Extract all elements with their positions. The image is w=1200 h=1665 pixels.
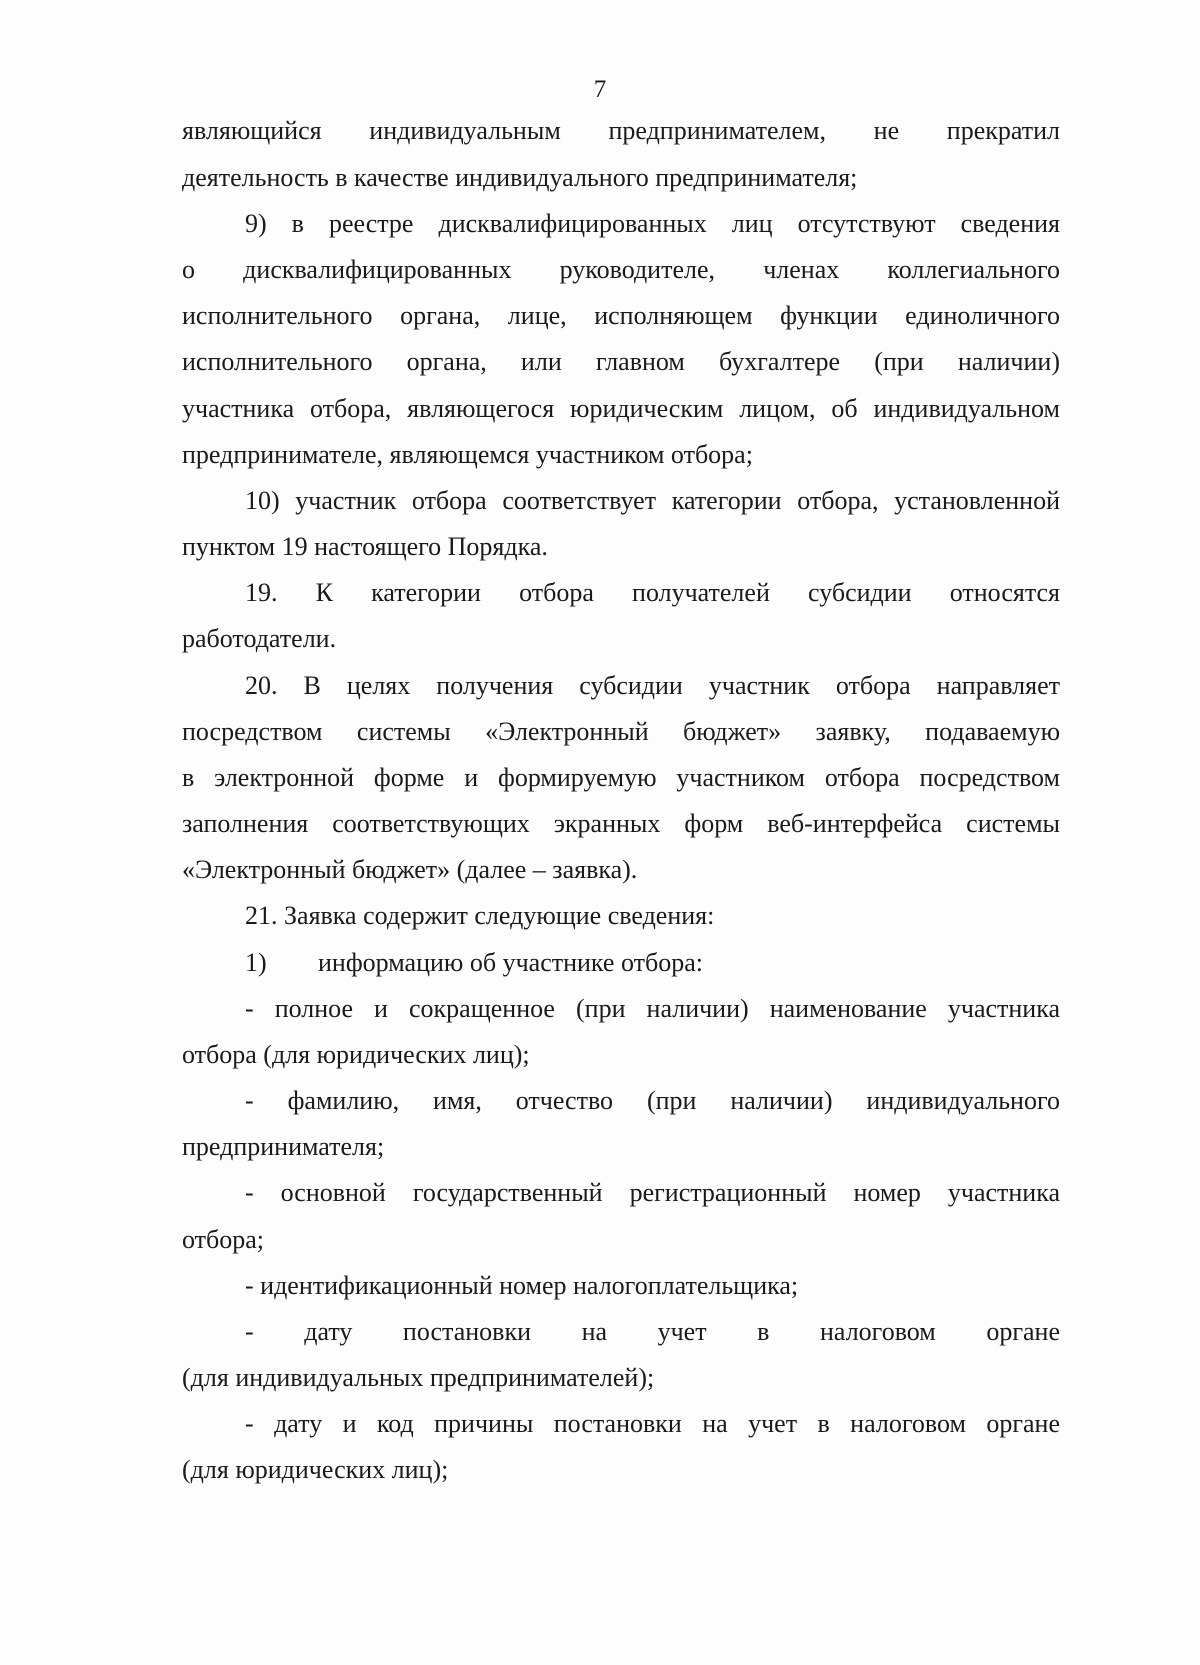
text-line: исполнительного органа, лице, исполняющем функции единоличного xyxy=(182,301,1060,330)
text-line: (для юридических лиц); xyxy=(182,1455,449,1484)
text-line: предпринимателя; xyxy=(182,1132,385,1161)
text-line: посредством системы «Электронный бюджет» заявку, подаваемую xyxy=(182,717,1060,746)
list-item-text: информацию об участнике отбора: xyxy=(318,948,703,977)
text-line: - дату постановки на учет в налоговом органе xyxy=(245,1317,1060,1346)
page-number: 7 xyxy=(593,76,607,103)
text-line: работодатели. xyxy=(182,624,337,653)
text-line: пунктом 19 настоящего Порядка. xyxy=(182,532,548,561)
text-line: (для индивидуальных предпринимателей); xyxy=(182,1363,655,1392)
text-line: 9) в реестре дисквалифицированных лиц отсутствуют сведения xyxy=(245,209,1060,238)
text-line: о дисквалифицированных руководителе, членах коллегиального xyxy=(182,255,1060,284)
text-line: заполнения соответствующих экранных форм веб-интерфейса системы xyxy=(182,809,1060,838)
text-line: предпринимателе, являющемся участником отбора; xyxy=(182,440,753,469)
text-line: участника отбора, являющегося юридическим лицом, об индивидуальном xyxy=(182,394,1060,423)
list-item-number: 1) xyxy=(245,948,267,977)
text-line: - идентификационный номер налогоплательщика; xyxy=(245,1271,799,1300)
text-line: отбора; xyxy=(182,1225,265,1254)
text-line: отбора (для юридических лиц); xyxy=(182,1040,530,1069)
text-line: «Электронный бюджет» (далее – заявка). xyxy=(182,855,638,884)
text-line: в электронной форме и формируемую участником отбора посредством xyxy=(182,763,1060,792)
text-line: 21. Заявка содержит следующие сведения: xyxy=(245,901,715,930)
text-line: деятельность в качестве индивидуального предпринимателя; xyxy=(182,163,858,192)
text-line: исполнительного органа, или главном бухгалтере (при наличии) xyxy=(182,347,1060,376)
text-line: - основной государственный регистрационный номер участника xyxy=(245,1178,1060,1207)
text-line: - фамилию, имя, отчество (при наличии) индивидуального xyxy=(245,1086,1060,1115)
text-line: являющийся индивидуальным предпринимателем, не прекратил xyxy=(182,116,1060,145)
text-line: - дату и код причины постановки на учет в налоговом органе xyxy=(245,1409,1060,1438)
text-line: 20. В целях получения субсидии участник отбора направляет xyxy=(245,671,1060,700)
text-line: 19. К категории отбора получателей субсидии относятся xyxy=(245,578,1060,607)
text-line: - полное и сокращенное (при наличии) наименование участника xyxy=(245,994,1060,1023)
text-line: 10) участник отбора соответствует категории отбора, установленной xyxy=(245,486,1060,515)
